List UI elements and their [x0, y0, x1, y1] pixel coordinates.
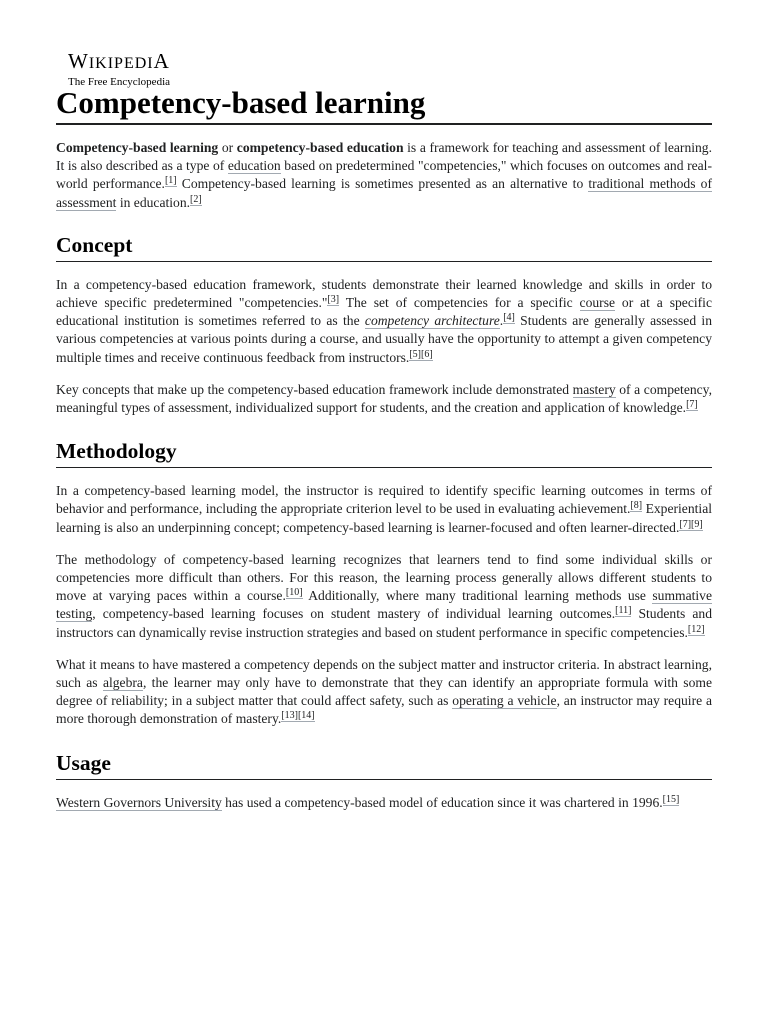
link-operating-a-vehicle[interactable]: operating a vehicle	[452, 693, 557, 709]
lead-text-5: in education.	[116, 194, 191, 210]
citation-15[interactable]: [15]	[662, 793, 680, 805]
concept-paragraph-2	[56, 381, 712, 417]
citation-5[interactable]: [5]	[409, 348, 422, 360]
methodology-paragraph-3	[56, 656, 712, 729]
concept-p1-text-4: .	[499, 313, 504, 329]
citation-13[interactable]: [13]	[281, 710, 298, 722]
logo-tagline: The Free Encyclopedia	[68, 76, 171, 88]
lead-text-1: or	[218, 140, 237, 155]
concept-p1-text-2: The set of competencies for a specific	[339, 295, 580, 311]
methodology-p1-text-1: In a competency-based learning model, the instructor is required to identify specific learning outcomes in terms of behavior and performance, including the appropriate criterion level to be used in evaluating achievement.	[56, 483, 712, 517]
link-summative-testing[interactable]: summative testing	[56, 588, 713, 622]
citation-10[interactable]: [10]	[285, 587, 303, 599]
citation-2[interactable]: [2]	[190, 193, 202, 205]
citation-4[interactable]: [4]	[503, 312, 515, 324]
methodology-p2-text-1: The methodology of competency-based learning recognizes that learners tend to find some individual skills or competencies more difficult than others. For this reason, the learning process generally allows different students to move at varying paces within a course.	[56, 551, 712, 604]
methodology-p1-text-2: Experiential learning is also an underpinning concept; competency-based learning is learner-focused and often learner-directed.	[56, 501, 713, 535]
citation-1[interactable]: [1]	[164, 175, 177, 187]
citation-3[interactable]: [3]	[327, 294, 340, 306]
lead-text-4: Competency-based learning is sometimes presented as an alternative to	[176, 176, 589, 192]
section-heading-methodology: Methodology	[56, 438, 712, 468]
methodology-p3-text-3: , an instructor may require a more thorough demonstration of mastery.	[56, 693, 712, 727]
methodology-p2-text-3: , competency-based learning focuses on student mastery of individual learning outcomes.	[92, 606, 616, 622]
citation-11[interactable]: [11]	[615, 605, 632, 617]
link-mastery[interactable]: mastery	[572, 381, 616, 397]
citation-14[interactable]: [14]	[297, 710, 315, 722]
concept-p2-text-2: of a competency, meaningful types of assessment, individualized support for students, and the creation and application of knowledge.	[56, 381, 712, 416]
lead-text-2: is a framework for teaching and assessment of learning. It is also described as a type of	[56, 140, 713, 174]
methodology-p3-text-1: What it means to have mastered a competency depends on the subject matter and instructor criteria. In abstract learning, such as	[56, 656, 712, 691]
citation-7b[interactable]: [7]	[679, 518, 692, 530]
citation-9[interactable]: [9]	[691, 518, 703, 530]
section-heading-usage: Usage	[56, 750, 712, 780]
link-competency-architecture[interactable]: competency architecture	[364, 313, 500, 329]
link-course[interactable]: course	[579, 295, 616, 311]
concept-p1-text-1: In a competency-based education framework, students demonstrate their learned knowledge and skills in order to achieve specific predetermined "competencies."	[56, 276, 712, 311]
link-western-governors-university[interactable]: Western Governors University	[56, 794, 222, 810]
section-heading-concept: Concept	[56, 232, 712, 262]
citation-6[interactable]: [6]	[421, 348, 433, 360]
logo-letters-middle: IKIPEDI	[88, 55, 154, 72]
link-traditional-methods-of-assessment[interactable]: traditional methods of assessment	[56, 176, 712, 210]
citation-7[interactable]: [7]	[686, 399, 698, 411]
concept-paragraph-1	[56, 276, 712, 367]
citation-8[interactable]: [8]	[630, 500, 643, 512]
methodology-paragraph-2	[56, 551, 712, 642]
concept-p2-text-1: Key concepts that make up the competency-based education framework include demonstrated	[56, 381, 573, 397]
logo-wordmark	[68, 50, 170, 75]
lead-bold-term-2: competency-based education	[236, 140, 404, 155]
article	[56, 84, 712, 812]
link-algebra[interactable]: algebra	[102, 675, 143, 691]
methodology-p2-text-2: Additionally, where many traditional learning methods use	[302, 588, 653, 604]
link-education[interactable]: education	[227, 158, 281, 174]
methodology-paragraph-1	[56, 482, 712, 537]
logo-letter-a: A	[153, 49, 170, 73]
lead-paragraph	[56, 139, 712, 212]
lead-bold-term-1: Competency-based learning	[56, 140, 219, 155]
lead-text-3: based on predetermined "competencies," which focuses on outcomes and real-world performance.	[56, 158, 712, 192]
methodology-p2-text-4: Students and instructors can dynamically revise instruction strategies and based on student performance in specific competencies.	[56, 606, 712, 640]
usage-p1-text-1: has used a competency-based model of education since it was chartered in 1996.	[221, 794, 663, 810]
page-title: Competency-based learning	[56, 84, 712, 125]
usage-paragraph-1	[56, 794, 712, 812]
citation-12[interactable]: [12]	[687, 623, 705, 635]
concept-p1-text-5: Students are generally assessed in various competencies at various points during a course, and usually have the opportunity to attempt a given competency multiple times and receive continuous feedback from instructors.	[56, 313, 712, 365]
concept-p1-text-3: or at a specific educational institution is sometimes referred to as the	[56, 295, 712, 329]
methodology-p3-text-2: , the learner may only have to demonstrate that they can identify an appropriate formula with some degree of reliability; in a subject matter that could affect safety, such as	[56, 675, 712, 709]
logo-letter-w: W	[68, 49, 89, 73]
